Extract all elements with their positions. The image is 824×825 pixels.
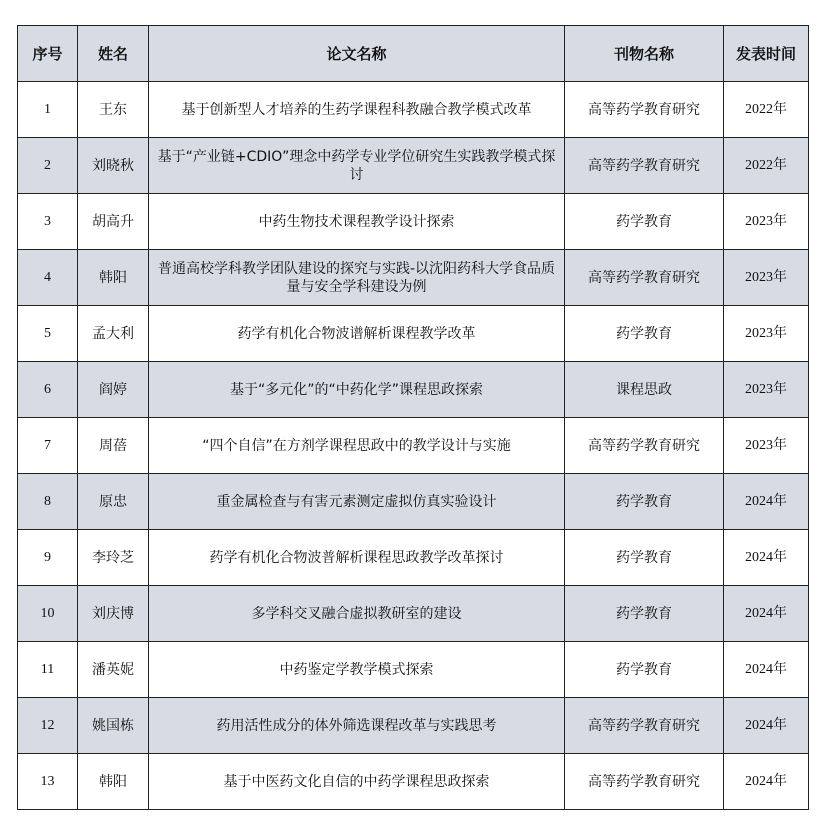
cell-year: 2024年 bbox=[724, 530, 809, 586]
table-row bbox=[18, 474, 809, 530]
cell-journal: 高等药学教育研究 bbox=[565, 138, 724, 194]
cell-no: 10 bbox=[18, 586, 78, 642]
cell-year: 2022年 bbox=[724, 138, 809, 194]
table-row bbox=[18, 418, 809, 474]
header-name: 姓名 bbox=[78, 26, 149, 82]
table-row bbox=[18, 306, 809, 362]
header-row bbox=[18, 26, 809, 82]
cell-year: 2023年 bbox=[724, 362, 809, 418]
cell-year: 2024年 bbox=[724, 642, 809, 698]
cell-no: 12 bbox=[18, 698, 78, 754]
cell-name: 韩阳 bbox=[78, 250, 149, 306]
cell-title: 中药鉴定学教学模式探索 bbox=[149, 642, 565, 698]
cell-title: 重金属检查与有害元素测定虚拟仿真实验设计 bbox=[149, 474, 565, 530]
cell-journal: 高等药学教育研究 bbox=[565, 82, 724, 138]
cell-no: 13 bbox=[18, 754, 78, 810]
header-year: 发表时间 bbox=[724, 26, 809, 82]
cell-title: 药用活性成分的体外筛选课程改革与实践思考 bbox=[149, 698, 565, 754]
cell-no: 2 bbox=[18, 138, 78, 194]
table-row bbox=[18, 194, 809, 250]
cell-year: 2023年 bbox=[724, 250, 809, 306]
cell-no: 11 bbox=[18, 642, 78, 698]
cell-no: 4 bbox=[18, 250, 78, 306]
cell-no: 1 bbox=[18, 82, 78, 138]
cell-journal: 药学教育 bbox=[565, 474, 724, 530]
cell-name: 刘晓秋 bbox=[78, 138, 149, 194]
cell-name: 周蓓 bbox=[78, 418, 149, 474]
cell-title: 基于“多元化”的“中药化学”课程思政探索 bbox=[149, 362, 565, 418]
cell-year: 2024年 bbox=[724, 754, 809, 810]
cell-name: 潘英妮 bbox=[78, 642, 149, 698]
header-no: 序号 bbox=[18, 26, 78, 82]
table-row bbox=[18, 362, 809, 418]
cell-no: 5 bbox=[18, 306, 78, 362]
table-row bbox=[18, 754, 809, 810]
table-row bbox=[18, 82, 809, 138]
cell-no: 6 bbox=[18, 362, 78, 418]
cell-journal: 高等药学教育研究 bbox=[565, 754, 724, 810]
cell-year: 2024年 bbox=[724, 698, 809, 754]
header-title: 论文名称 bbox=[149, 26, 565, 82]
cell-year: 2024年 bbox=[724, 586, 809, 642]
cell-title: 多学科交叉融合虚拟教研室的建设 bbox=[149, 586, 565, 642]
cell-journal: 药学教育 bbox=[565, 194, 724, 250]
table-row bbox=[18, 642, 809, 698]
table-row bbox=[18, 530, 809, 586]
cell-year: 2023年 bbox=[724, 306, 809, 362]
table-row bbox=[18, 586, 809, 642]
table-row bbox=[18, 250, 809, 306]
table-row bbox=[18, 698, 809, 754]
cell-no: 3 bbox=[18, 194, 78, 250]
cell-name: 原忠 bbox=[78, 474, 149, 530]
cell-name: 李玲芝 bbox=[78, 530, 149, 586]
cell-year: 2023年 bbox=[724, 194, 809, 250]
cell-journal: 高等药学教育研究 bbox=[565, 250, 724, 306]
header-journal: 刊物名称 bbox=[565, 26, 724, 82]
cell-no: 8 bbox=[18, 474, 78, 530]
cell-name: 胡高升 bbox=[78, 194, 149, 250]
cell-title: “四个自信”在方剂学课程思政中的教学设计与实施 bbox=[149, 418, 565, 474]
cell-year: 2024年 bbox=[724, 474, 809, 530]
cell-name: 孟大利 bbox=[78, 306, 149, 362]
cell-title: 基于中医药文化自信的中药学课程思政探索 bbox=[149, 754, 565, 810]
cell-title: 普通高校学科教学团队建设的探究与实践-以沈阳药科大学食品质量与安全学科建设为例 bbox=[149, 250, 565, 306]
table-row bbox=[18, 138, 809, 194]
cell-journal: 药学教育 bbox=[565, 586, 724, 642]
cell-name: 阎婷 bbox=[78, 362, 149, 418]
cell-name: 姚国栋 bbox=[78, 698, 149, 754]
cell-journal: 高等药学教育研究 bbox=[565, 418, 724, 474]
cell-year: 2023年 bbox=[724, 418, 809, 474]
papers-table bbox=[17, 25, 809, 810]
cell-no: 7 bbox=[18, 418, 78, 474]
cell-journal: 药学教育 bbox=[565, 530, 724, 586]
cell-year: 2022年 bbox=[724, 82, 809, 138]
cell-title: 中药生物技术课程教学设计探索 bbox=[149, 194, 565, 250]
cell-title: 药学有机化合物波普解析课程思政教学改革探讨 bbox=[149, 530, 565, 586]
cell-no: 9 bbox=[18, 530, 78, 586]
cell-name: 王东 bbox=[78, 82, 149, 138]
cell-journal: 课程思政 bbox=[565, 362, 724, 418]
cell-title: 基于“产业链+CDIO”理念中药学专业学位研究生实践教学模式探讨 bbox=[149, 138, 565, 194]
cell-title: 药学有机化合物波谱解析课程教学改革 bbox=[149, 306, 565, 362]
cell-journal: 药学教育 bbox=[565, 306, 724, 362]
cell-journal: 药学教育 bbox=[565, 642, 724, 698]
cell-title: 基于创新型人才培养的生药学课程科教融合教学模式改革 bbox=[149, 82, 565, 138]
cell-name: 刘庆博 bbox=[78, 586, 149, 642]
cell-name: 韩阳 bbox=[78, 754, 149, 810]
cell-journal: 高等药学教育研究 bbox=[565, 698, 724, 754]
